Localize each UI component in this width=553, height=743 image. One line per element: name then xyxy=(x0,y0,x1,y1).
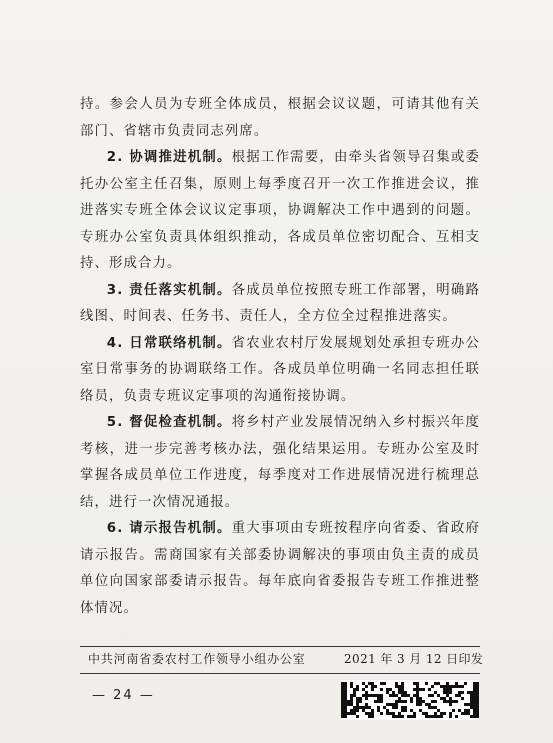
barcode-image xyxy=(341,680,479,720)
paragraph-6: 6. 请示报告机制。重大事项由专班按程序向省委、省政府请示报告。需商国家有关部委协调解决的事项由负主责的成员单位向国家部委请示报告。每年底向省委报告专班工作推进整体情况。 xyxy=(80,521,480,616)
body-text xyxy=(80,92,480,622)
footer-rule-bottom xyxy=(80,673,480,674)
paragraph-1: 持。参会人员为专班全体成员，根据会议议题，可请其他有关部门、省辖市负责同志列席。 xyxy=(80,97,480,139)
page-number: — 24 — xyxy=(92,688,155,703)
paragraph-5: 5. 督促检查机制。将乡村产业发展情况纳入乡村振兴年度考核，进一步完善考核办法，强化结果运用。专班办公室及时掌握各成员单位工作进度，每季度对工作进展情况进行梳理总结，进行一次情况通报。 xyxy=(80,415,480,510)
paragraph-4: 4. 日常联络机制。省农业农村厅发展规划处承担专班办公室日常事务的协调联络工作。各成员单位明确一名同志担任联络员，负责专班议定事项的沟通衔接协调。 xyxy=(80,335,480,404)
paragraph-2: 2. 协调推进机制。根据工作需要，由牵头省领导召集或委托办公室主任召集，原则上每季度召开一次工作推进会议，推进落实专班全体会议议定事项，协调解决工作中遇到的问题。专班办公室负责具体组织推动，各成员单位密切配合、互相支持、形成合力。 xyxy=(80,150,480,271)
footer-rule-top xyxy=(80,646,480,647)
footer-date: 2021 年 3 月 12 日印发 xyxy=(344,652,484,666)
paragraph-3: 3. 责任落实机制。各成员单位按照专班工作部署，明确路线图、时间表、任务书、责任人，全方位全过程推进落实。 xyxy=(80,282,480,324)
footer-issuer: 中共河南省委农村工作领导小组办公室 xyxy=(88,652,306,666)
